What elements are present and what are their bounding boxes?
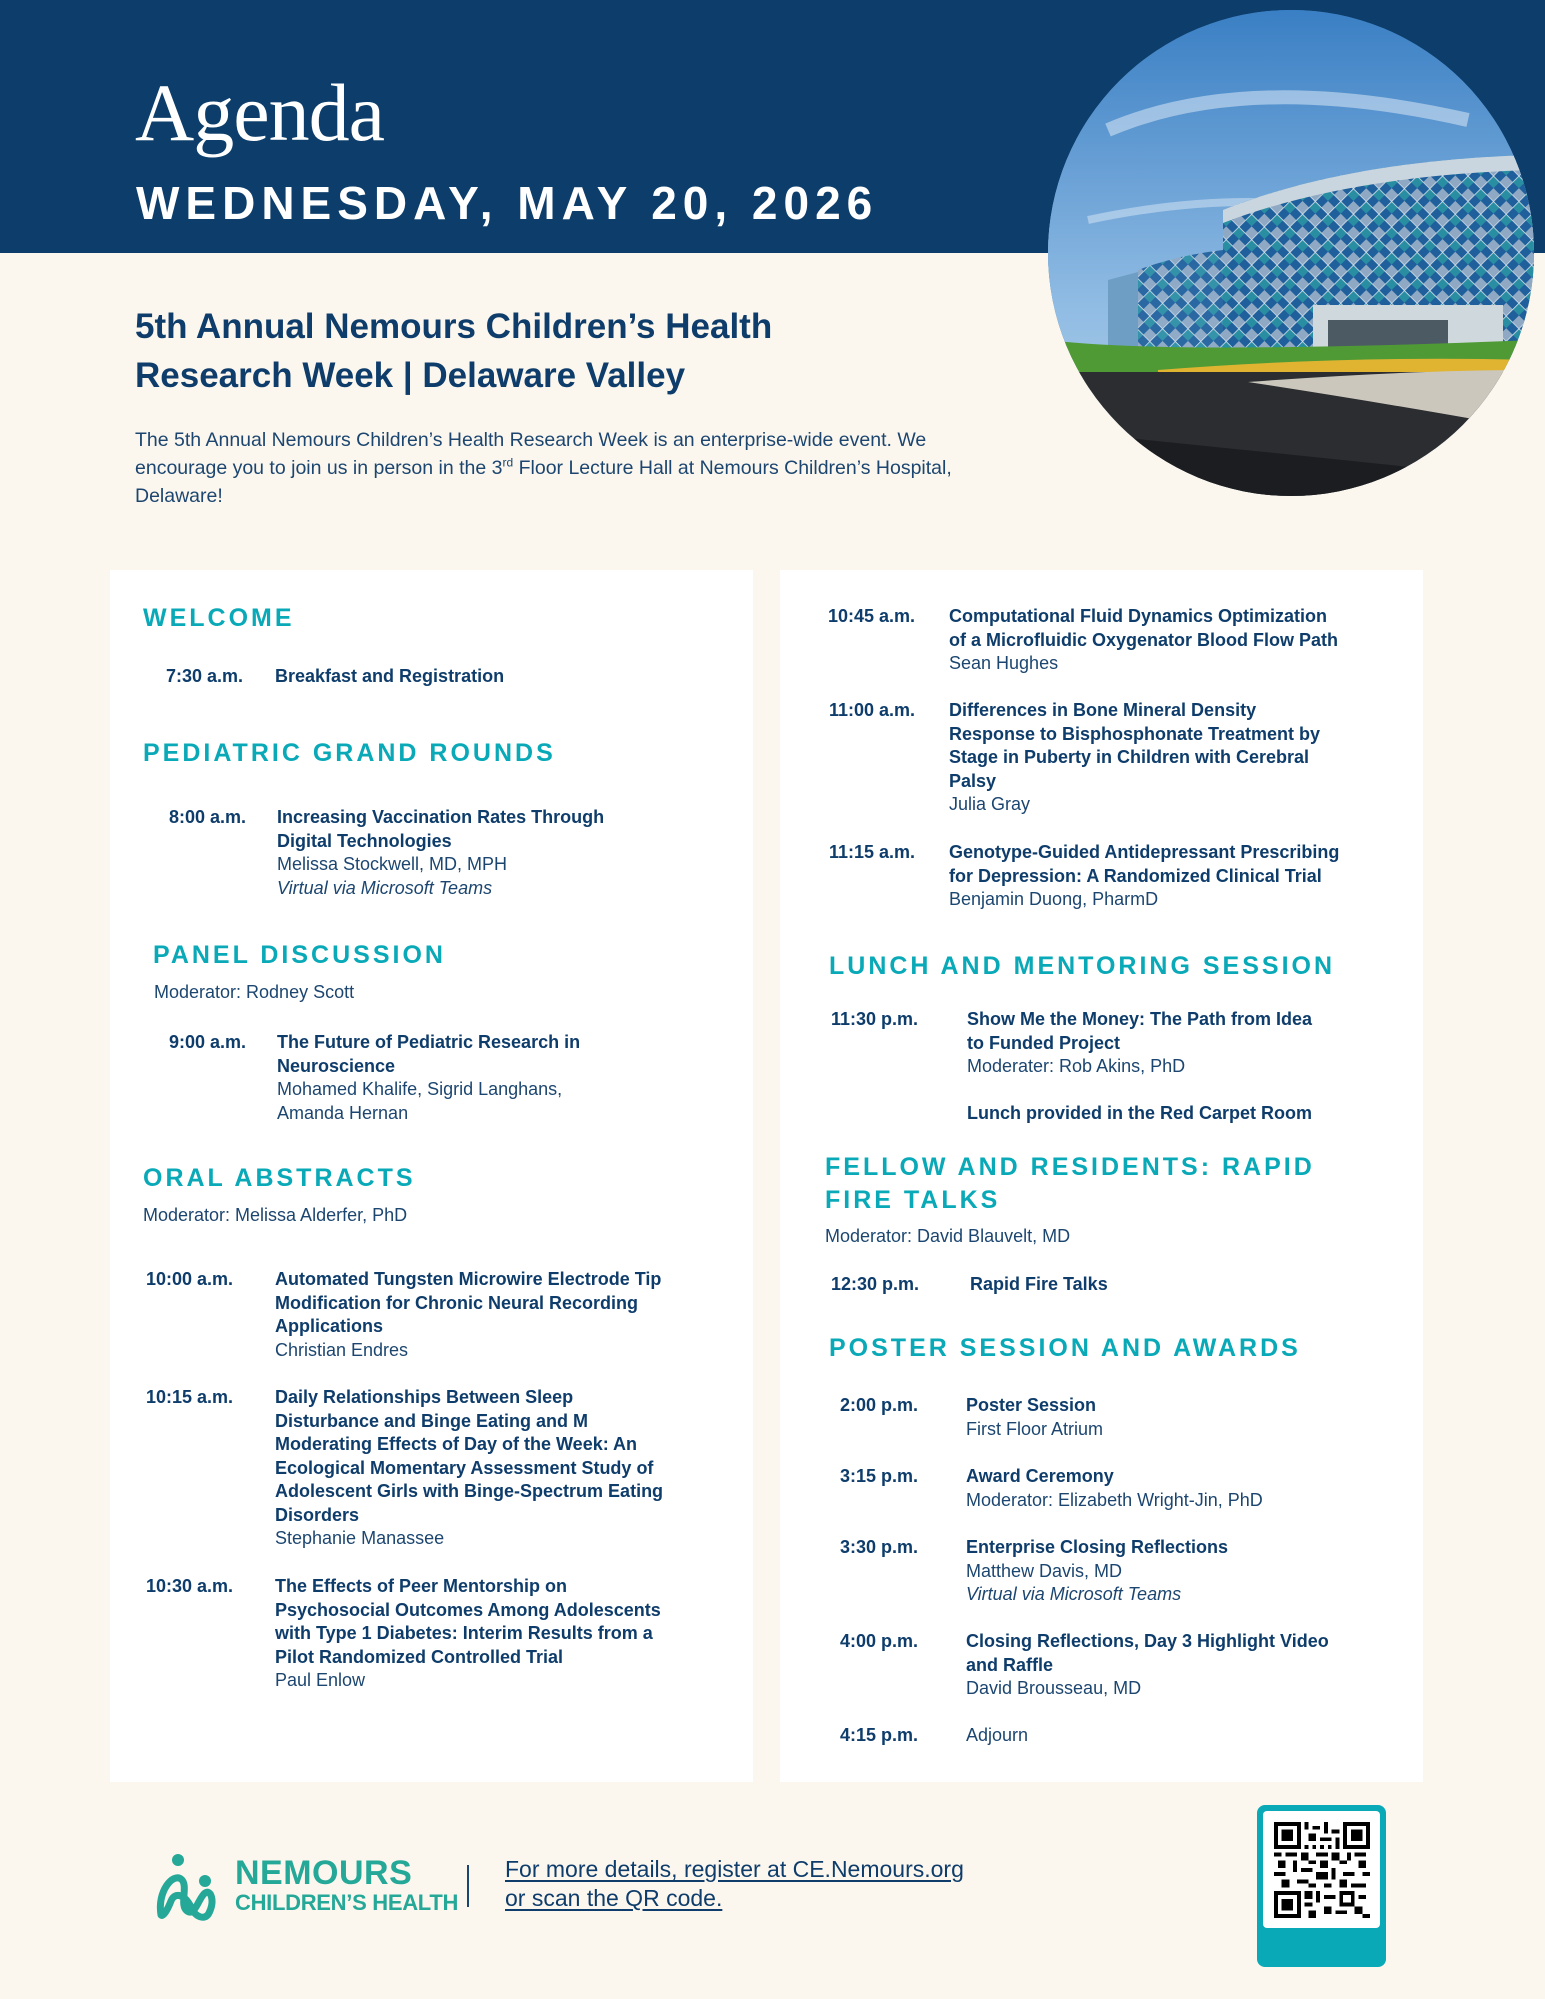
footer-divider: [467, 1865, 469, 1907]
item-title: Computational Fluid Dynamics Optimization: [949, 606, 1328, 626]
item-title: Differences in Bone Mineral Density: [949, 700, 1257, 720]
agenda-item: [780, 1724, 1028, 1748]
item-speaker: Mohamed Khalife, Sigrid Langhans,: [277, 1079, 563, 1099]
item-title: Automated Tungsten Microwire Electrode Tip: [275, 1269, 662, 1289]
agenda-item: [780, 1465, 1263, 1512]
register-link[interactable]: [505, 1855, 1045, 1913]
moderator-line: Moderator: Melissa Alderfer, PhD: [143, 1205, 408, 1225]
item-speaker: Moderator: Elizabeth Wright-Jin, PhD: [966, 1489, 1263, 1510]
agenda-item: [780, 699, 1320, 817]
item-speaker: David Brousseau, MD: [966, 1678, 1142, 1698]
item-title: Stage in Puberty in Children with Cerebral: [949, 747, 1310, 767]
agenda-card-left: [110, 570, 753, 1782]
item-time: 10:00 a.m.: [145, 1269, 233, 1289]
item-title: Moderating Effects of Day of the Week: An: [275, 1434, 638, 1454]
item-title: of a Microfluidic Oxygenator Blood Flow Path: [949, 629, 1339, 650]
event-date: WEDNESDAY, MAY 20, 2026: [136, 177, 879, 229]
item-time: 4:15 p.m.: [839, 1725, 918, 1745]
item-time: 11:15 a.m.: [828, 842, 915, 862]
item-title: Palsy: [949, 770, 997, 791]
item-title: Ecological Momentary Assessment Study of: [275, 1457, 654, 1478]
item-time: 12:30 p.m.: [830, 1274, 919, 1294]
item-time: 10:15 a.m.: [145, 1387, 233, 1407]
item-title: Adolescent Girls with Binge-Spectrum Eating: [275, 1481, 664, 1501]
section-heading-poster: POSTER SESSION AND AWARDS: [829, 1334, 1301, 1362]
qr-code-card[interactable]: [1257, 1805, 1386, 1967]
item-title: to Funded Project: [967, 1032, 1120, 1053]
item-title: Rapid Fire Talks: [970, 1274, 1108, 1294]
logo-wordmark: [235, 1856, 458, 1916]
item-title: The Effects of Peer Mentorship on: [275, 1576, 568, 1596]
logo-name: NEMOURS: [235, 1854, 413, 1892]
agenda-item: [120, 1031, 580, 1125]
intro-text-cont: Floor Lecture Hall at Nemours Children’s Hospital, Delaware!: [135, 457, 952, 507]
intro-text: The 5th Annual Nemours Children’s Health Research Week is an enterprise-wide event. We encourage you to join us in person in the 3: [135, 429, 927, 479]
item-title: Poster Session: [966, 1395, 1097, 1415]
item-speaker: Stephanie Manassee: [275, 1528, 445, 1548]
event-title-line-1: 5th Annual Nemours Children’s Health: [135, 307, 773, 346]
hospital-photo: [1048, 10, 1534, 496]
agenda-card-right: [780, 570, 1423, 1782]
item-note: Virtual via Microsoft Teams: [277, 877, 493, 898]
item-title: Psychosocial Outcomes Among Adolescents: [275, 1599, 661, 1620]
logo-subtitle: CHILDREN’S HEALTH: [235, 1890, 459, 1915]
section-heading-rapid-fire: [825, 1151, 1315, 1217]
item-note: Virtual via Microsoft Teams: [966, 1584, 1182, 1604]
item-time: 11:00 a.m.: [828, 700, 915, 720]
nemours-logo: [153, 1851, 458, 1921]
section-heading-lunch: LUNCH AND MENTORING SESSION: [829, 952, 1336, 980]
item-title: Modification for Chronic Neural Recording: [275, 1292, 639, 1313]
item-time: 3:15 p.m.: [839, 1466, 918, 1486]
agenda-item: [110, 1575, 661, 1693]
item-time: 2:00 p.m.: [839, 1395, 918, 1415]
section-heading-welcome: WELCOME: [143, 604, 295, 632]
qr-code-icon: [1274, 1822, 1370, 1918]
item-title: Disturbance and Binge Eating and M: [275, 1410, 589, 1431]
register-link-line-2[interactable]: or scan the QR code.: [505, 1885, 723, 1911]
section-heading-grand-rounds: PEDIATRIC GRAND ROUNDS: [143, 739, 556, 767]
agenda-item: [780, 841, 1339, 912]
item-title: Pilot Randomized Controlled Trial: [275, 1646, 564, 1667]
item-time: 11:30 p.m.: [830, 1009, 918, 1029]
agenda-item: [780, 1273, 1108, 1297]
item-title: Disorders: [275, 1504, 360, 1525]
agenda-item: [120, 665, 504, 689]
item-title: Increasing Vaccination Rates Through: [277, 807, 605, 827]
item-title: for Depression: A Randomized Clinical Trial: [949, 865, 1322, 886]
item-speaker: Moderater: Rob Akins, PhD: [967, 1056, 1186, 1076]
section-heading-panel: PANEL DISCUSSION: [153, 941, 446, 969]
agenda-item: [780, 1630, 1329, 1701]
agenda-item: [780, 1008, 1312, 1125]
item-speaker: Julia Gray: [949, 794, 1031, 814]
agenda-item: [110, 1268, 661, 1362]
heading-line: FELLOW AND RESIDENTS: RAPID: [825, 1153, 1315, 1181]
page-title: Agenda: [135, 67, 385, 158]
intro-superscript: rd: [502, 455, 514, 470]
item-title: Digital Technologies: [277, 830, 452, 851]
item-title: Adjourn: [966, 1725, 1029, 1745]
item-title: Daily Relationships Between Sleep: [275, 1387, 574, 1407]
agenda-item: [120, 806, 604, 900]
item-title: The Future of Pediatric Research in: [277, 1032, 581, 1052]
section-heading-oral-abstracts: ORAL ABSTRACTS: [143, 1164, 416, 1192]
agenda-item: [780, 1536, 1228, 1607]
event-title-line-2: Research Week | Delaware Valley: [135, 356, 686, 395]
item-title: Closing Reflections, Day 3 Highlight Video: [966, 1631, 1329, 1651]
item-speaker: Sean Hughes: [949, 653, 1059, 673]
item-title: Award Ceremony: [966, 1466, 1114, 1486]
item-extra: Lunch provided in the Red Carpet Room: [967, 1102, 1313, 1123]
item-speaker: Melissa Stockwell, MD, MPH: [277, 854, 508, 874]
item-title: Show Me the Money: The Path from Idea: [967, 1009, 1313, 1029]
item-title: with Type 1 Diabetes: Interim Results from a: [275, 1623, 653, 1643]
item-speaker: Christian Endres: [275, 1339, 409, 1360]
building-image-icon: [1048, 10, 1534, 496]
item-title: Neuroscience: [277, 1055, 396, 1076]
item-title: Enterprise Closing Reflections: [966, 1537, 1229, 1557]
event-title: [135, 302, 915, 400]
qr-code[interactable]: [1263, 1811, 1380, 1928]
item-title: Breakfast and Registration: [275, 666, 505, 686]
item-title: Genotype-Guided Antidepressant Prescribing: [949, 842, 1340, 862]
item-time: 4:00 p.m.: [839, 1631, 918, 1651]
item-time: 10:30 a.m.: [145, 1576, 233, 1596]
item-speaker: First Floor Atrium: [966, 1418, 1104, 1439]
item-speaker: Paul Enlow: [275, 1670, 366, 1690]
nemours-figures-icon: [153, 1851, 223, 1921]
heading-line: FIRE TALKS: [825, 1186, 1001, 1214]
item-speaker: Amanda Hernan: [277, 1102, 409, 1123]
item-title: Response to Bisphosphonate Treatment by: [949, 723, 1321, 744]
item-time: 9:00 a.m.: [168, 1032, 246, 1052]
item-speaker: Matthew Davis, MD: [966, 1560, 1123, 1581]
item-time: 7:30 a.m.: [165, 666, 243, 686]
event-intro: [135, 426, 965, 510]
item-time: 10:45 a.m.: [827, 606, 915, 626]
item-speaker: Benjamin Duong, PharmD: [949, 889, 1159, 909]
moderator-line: Moderator: David Blauvelt, MD: [825, 1226, 1071, 1246]
item-title: and Raffle: [966, 1654, 1054, 1675]
item-time: 8:00 a.m.: [168, 807, 246, 827]
register-link-line-1[interactable]: For more details, register at CE.Nemours.org: [505, 1856, 964, 1882]
item-time: 3:30 p.m.: [839, 1537, 918, 1557]
agenda-item: [780, 1394, 1103, 1441]
moderator-line: Moderator: Rodney Scott: [154, 982, 355, 1002]
item-title: Applications: [275, 1316, 384, 1336]
agenda-item: [110, 1386, 663, 1551]
agenda-item: [780, 605, 1338, 676]
